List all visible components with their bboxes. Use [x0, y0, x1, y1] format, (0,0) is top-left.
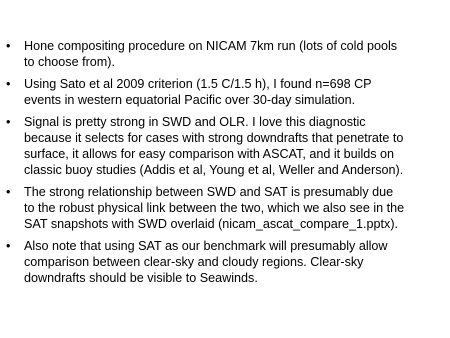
bullet-item-swd-sat-relationship	[6, 184, 432, 232]
bullet-text: Using Sato et al 2009 criterion (1.5 C/1.5 h), I found n=698 CP events in western equatorial Pacific over 30-day simulation.	[24, 77, 372, 107]
bullet-text: The strong relationship between SWD and SAT is presumably due to the robust physical link between the two, which we also see in the SAT snapshots with SWD overlaid (nicam_ascat_compare_1.pptx).	[24, 185, 405, 231]
bullet-item-sat-benchmark	[6, 238, 432, 286]
bullet-item-sato-criterion	[6, 76, 432, 108]
bullet-item-compositing	[6, 38, 432, 70]
bullet-marker: •	[6, 77, 11, 91]
bullet-text: Also note that using SAT as our benchmark will presumably allow comparison between clear-sky and cloudy regions. Clear-sky downdrafts should be visible to Seawinds.	[24, 239, 388, 285]
bullet-list	[6, 38, 432, 286]
bullet-marker: •	[6, 239, 11, 253]
bullet-item-signal	[6, 114, 432, 178]
bullet-text: Signal is pretty strong in SWD and OLR. I love this diagnostic because it selects for cases with strong downdrafts that penetrate to surface, it allows for easy comparison with ASCAT, and it builds on classic buoy studies (Addis et al, Young et al, Weller and Anderson).	[24, 115, 404, 177]
bullet-marker: •	[6, 185, 11, 199]
bullet-marker: •	[6, 115, 11, 129]
bullet-text: Hone compositing procedure on NICAM 7km run (lots of cold pools to choose from).	[24, 39, 398, 69]
bullet-marker: •	[6, 39, 11, 53]
